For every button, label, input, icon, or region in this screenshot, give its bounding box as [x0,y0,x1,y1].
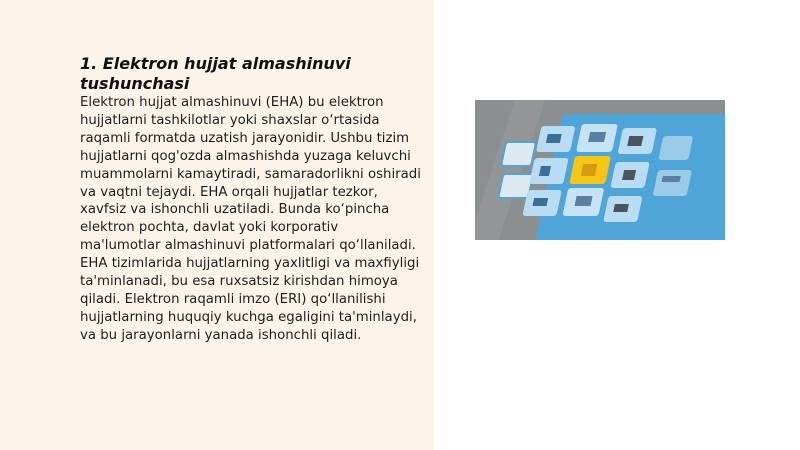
section-title: 1. Elektron hujjat almashinuvi tushunchasi [80,54,351,93]
document-exchange-illustration [475,100,725,240]
body-paragraph: Elektron hujjat almashinuvi (EHA) bu elektron hujjatlarni tashkilotlar yoki shaxslar o‘rtasida raqamli formatda uzatish jarayonidir. Ushbu tizim hujjatlarni qog'ozda almashishda yuzaga keluvchi muammolarni kamaytiradi, samaradorlikni oshiradi va vaqtni tejaydi. EHA orqali hujjatlar tezkor, xavfsiz va ishonchli uzatiladi. Bunda ko‘pincha elektron pochta, davlat yoki korporativ ma'lumotlar almashinuvi platformalari qo‘llaniladi. EHA tizimlarida hujjatlarning yaxlitligi va maxfiyligi ta'minlanadi, bu esa ruxsatsiz kirishdan himoya qiladi. Elektron raqamli imzo (ERI) qo‘llanilishi hujjatlarning huquqiy kuchga egaligini ta'minlaydi, va bu jarayonlarni yanada ishonchli qiladi. [80,95,421,343]
document-exchange-tiles-icon [475,100,725,240]
